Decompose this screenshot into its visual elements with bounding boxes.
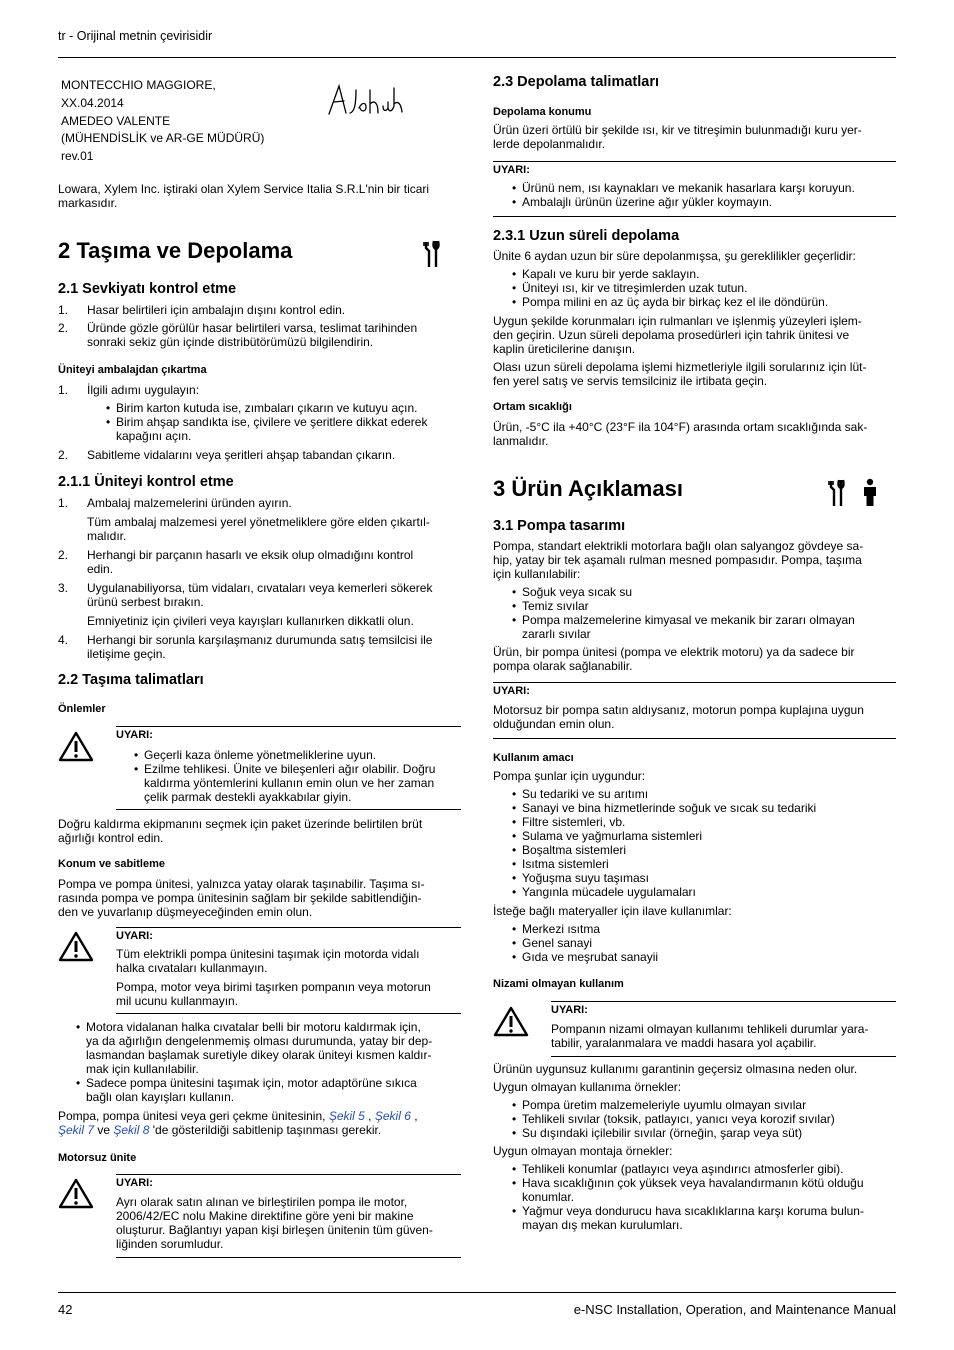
precautions-title: Önlemler — [58, 703, 106, 715]
bullet-text: • Yağmur veya dondurucu hava sıcaklıklarına karşı koruma bulun- — [522, 1204, 864, 1218]
section-3-title: 3 Ürün Açıklaması — [493, 476, 683, 501]
bullet-item — [512, 787, 898, 801]
para-line: 2006/42/EC nolu Makine direktifine göre yeni bir makine — [116, 1209, 414, 1223]
bullet-text: kapağını açın. — [116, 429, 192, 443]
bullet-text: • Pompa malzemelerine kimyasal ve mekanik bir zararı olmayan — [522, 613, 855, 627]
bullet-text: kaldırma yöntemlerini kullanın emin olun ve her zaman — [144, 776, 435, 790]
position-paragraph — [58, 877, 468, 919]
para-line: İsteğe bağlı materyaller için ilave kullanımlar: — [493, 904, 732, 918]
trademark-line: Lowara, Xylem Inc. iştiraki olan Xylem Service Italia S.R.L'nin bir ticari — [58, 182, 430, 196]
warning-top-rule — [551, 1001, 896, 1002]
warning-top-rule — [116, 726, 461, 727]
bullet-item — [512, 1176, 898, 1204]
bullet-item — [512, 922, 898, 936]
long-term-storage — [493, 249, 898, 388]
bullet-text: • Isıtma sistemleri — [522, 857, 609, 871]
para-line: Pompa, motor veya birimi taşırken pompanın veya motorun — [116, 980, 431, 994]
pump-design-bullets — [493, 585, 898, 641]
bullet-item — [512, 613, 898, 641]
bullet-item — [512, 950, 898, 964]
bullet-text: • Temiz sıvılar — [522, 599, 589, 613]
para-line: lerde depolanmalıdır. — [493, 137, 606, 151]
bullet-text: konumlar. — [522, 1190, 575, 1204]
warning-triangle-icon — [58, 731, 94, 762]
para-line: Ayrı olarak satın alınan ve birleştirilen pompa ile motor, — [116, 1195, 408, 1209]
para-line: tabilir, yaralanmalara ve maddi hasara yol açabilir. — [551, 1036, 817, 1050]
bullet-text: • Tehlikeli konumlar (patlayıcı veya aşındırıcı atmosferler gibi). — [522, 1162, 844, 1176]
bullet-text: • Pompa üretim malzemeleriyle uyumlu olmayan sıvılar — [522, 1098, 807, 1112]
figure-7-link[interactable]: Şekil 7 — [58, 1123, 95, 1137]
bullet-text: • Pompa milini en az üç ayda bir birkaç kez el ile döndürün. — [522, 295, 829, 309]
item-text: Herhangi bir parçanın hasarlı ve eksik olup olmadığını kontrol — [87, 548, 414, 562]
bullet-text: mayan dış mekan kurulumları. — [522, 1218, 683, 1232]
section-2-1-1-list — [58, 496, 468, 661]
warning-triangle-icon — [493, 1006, 529, 1037]
para-line: Pompa şunlar için uygundur: — [493, 769, 646, 783]
figure-8-link[interactable]: Şekil 8 — [113, 1123, 150, 1137]
list-item — [58, 515, 468, 543]
intended-use-title: Kullanım amacı — [493, 752, 574, 764]
bullet-item — [76, 1020, 468, 1076]
paragraph — [493, 645, 898, 673]
paragraph — [493, 360, 898, 388]
para-line: mil ucunu kullanmayın. — [116, 994, 239, 1008]
item-text: Herhangi bir sorunla karşılaşmanız durumunda satış temsilcisi ile — [87, 633, 433, 647]
unpack-title: Üniteyi ambalajdan çıkartma — [58, 364, 207, 376]
section-2-3-title: 2.3 Depolama talimatları — [493, 74, 660, 90]
handwritten-signature — [326, 82, 406, 118]
bullet-text: • Hava sıcaklığının çok yüksek veya havalandırmanın kötü olduğu — [522, 1176, 864, 1190]
para-line: için kullanılabilir: — [493, 567, 581, 581]
warning-bottom-rule — [493, 216, 896, 217]
bullet-item — [512, 936, 898, 950]
warning-box — [493, 164, 896, 209]
bullet-item — [512, 1126, 898, 1140]
bullet-text: • Boşaltma sistemleri — [522, 843, 627, 857]
warning-label: UYARI: — [551, 1004, 588, 1016]
signature-line: AMEDEO VALENTE — [61, 113, 171, 128]
bullet-item — [512, 267, 898, 281]
para-line: Uygun şekilde korunmaları için rulmanları ve işlenmiş yüzeyleri işlem- — [493, 314, 862, 328]
warning-text — [551, 1022, 896, 1050]
item-text: Uygulanabiliyorsa, tüm vidaları, cıvataları veya kemerleri sökerek — [87, 581, 433, 595]
bullet-text: • Üniteyi ısı, kir ve titreşimlerden uzak tutun. — [522, 281, 748, 295]
item-text: Ambalaj malzemelerini üründen ayırın. — [87, 496, 292, 510]
section-2-3-1-title: 2.3.1 Uzun süreli depolama — [493, 228, 680, 244]
item-number: 2. — [58, 321, 69, 335]
storage-location-paragraph — [493, 123, 898, 151]
intended-use — [493, 769, 898, 964]
warning-bottom-rule — [116, 1257, 461, 1258]
page-number: 42 — [58, 1302, 73, 1317]
para-text: Pompa, pompa ünitesi veya geri çekme ünitesinin, — [58, 1109, 329, 1123]
warning-label: UYARI: — [493, 164, 530, 176]
warning-box — [551, 1004, 896, 1050]
bullet-item — [512, 871, 898, 885]
warning-label: UYARI: — [116, 1177, 153, 1189]
storage-location-title: Depolama konumu — [493, 106, 592, 118]
para-line: kaplin üreticilerine danışın. — [493, 342, 636, 356]
para-line: Tüm elektrikli pompa ünitesini taşımak için motorda vidalı — [116, 947, 420, 961]
para-line: Olası uzun süreli depolama işlemi hizmetleriyle ilgili sorularınız için lüt- — [493, 360, 867, 374]
bullet-item — [512, 1204, 898, 1232]
improper-installation-bullets — [493, 1162, 898, 1232]
list-item — [58, 448, 468, 462]
bullet-item — [512, 281, 898, 295]
bullet-item — [106, 415, 468, 443]
bullet-text: lasmandan başlamak suretiyle dikey olarak üniteyi kısmen kaldır- — [86, 1048, 432, 1062]
pump-design — [493, 539, 898, 673]
bullet-item — [512, 801, 898, 815]
header-rule — [58, 57, 896, 58]
warning-triangle-icon — [58, 1178, 94, 1209]
tools-icon — [423, 239, 443, 269]
bullet-text: • Kapalı ve kuru bir yerde saklayın. — [522, 267, 700, 281]
bullet-text: • Motora vidalanan halka cıvatalar belli bir motoru kaldırmak için, — [86, 1020, 421, 1034]
bullet-item — [512, 829, 898, 843]
bullet-text: • Merkezi ısıtma — [522, 922, 601, 936]
para-text: , — [410, 1109, 418, 1123]
bullet-text: ya da ağırlığın dengelenmemiş olması durumunda, yatay bir dep- — [86, 1034, 433, 1048]
bullet-item — [512, 843, 898, 857]
bullet-item — [106, 401, 468, 415]
item-text: Sabitleme vidalarını veya şeritleri ahşap tabandan çıkarın. — [87, 448, 396, 462]
signature-block — [61, 77, 264, 166]
signature-line: XX.04.2014 — [61, 95, 124, 110]
section-2-1-title: 2.1 Sevkiyatı kontrol etme — [58, 281, 237, 297]
para-line: Doğru kaldırma ekipmanını seçmek için paket üzerinde belirtilen brüt — [58, 817, 423, 831]
bullet-item — [134, 748, 461, 762]
section-2-1-list — [58, 303, 468, 349]
signature-line: rev.01 — [61, 149, 94, 164]
para-line: pompa olarak sağlanabilir. — [493, 659, 633, 673]
bullet-item — [512, 1162, 898, 1176]
para-line: hip, yatay bir tek aşamalı rulman mesned pompasıdır. Pompa, taşıma — [493, 553, 862, 567]
bullet-item — [134, 762, 461, 804]
improper-use-bullets — [493, 1098, 898, 1140]
item-number: 2. — [58, 548, 69, 562]
para-line: halka cıvataları kullanmayın. — [116, 961, 268, 975]
position-title: Konum ve sabitleme — [58, 858, 165, 870]
person-icon — [860, 478, 880, 508]
bullet-item — [512, 1112, 898, 1126]
bare-unit-title: Motorsuz ünite — [58, 1152, 137, 1164]
warning-bullets — [116, 748, 461, 804]
section-2-1-1-title: 2.1.1 Üniteyi kontrol etme — [58, 474, 234, 490]
warning-box — [493, 685, 896, 731]
para-line: den geçirin. Uzun süreli depolama prosedürleri için tahrik ünitesi ve — [493, 328, 850, 342]
warning-box — [116, 729, 461, 804]
bullet-text: • Yoğuşma suyu taşıması — [522, 871, 649, 885]
list-item — [58, 496, 468, 510]
page-header-text: tr - Orijinal metnin çevirisidir — [58, 29, 213, 43]
signature-line: MONTECCHIO MAGGIORE, — [61, 78, 216, 92]
bullet-text: • Tehlikeli sıvılar (toksik, patlayıcı, yanıcı veya korozif sıvılar) — [522, 1112, 835, 1126]
para-line: ağırlığı kontrol edin. — [58, 831, 164, 845]
bullet-item — [512, 181, 896, 195]
section-2-title: 2 Taşıma ve Depolama — [58, 238, 293, 263]
para-text: ve — [94, 1123, 114, 1137]
bullet-text: • Birim ahşap sandıkta ise, çivilere ve şeritlere dikkat ederek — [116, 415, 428, 429]
item-text: iletişime geçin. — [87, 647, 166, 661]
ambient-temperature-title: Ortam sıcaklığı — [493, 401, 572, 413]
warning-bottom-rule — [493, 738, 896, 739]
para-line: Uygun olmayan montaja örnekler: — [493, 1144, 673, 1158]
improper-use-title: Nizami olmayan kullanım — [493, 978, 624, 990]
bullet-text: • Yangınla mücadele uygulamaları — [522, 885, 696, 899]
bullet-text: • Sadece pompa ünitesini taşımak için, motor adaptörüne sıkıca — [86, 1076, 417, 1090]
bullet-text: • Soğuk veya sıcak su — [522, 585, 633, 599]
warning-bullets — [493, 181, 896, 209]
list-item — [58, 633, 468, 661]
item-number: 2. — [58, 448, 69, 462]
bullet-text: • Ezilme tehlikesi. Ünite ve bileşenleri ağır olabilir. Doğru — [144, 762, 436, 776]
item-text: Tüm ambalaj malzemesi yerel yönetmeliklere göre elden çıkartıl- — [87, 515, 430, 529]
warning-label: UYARI: — [116, 729, 153, 741]
list-item — [58, 548, 468, 576]
item-text: Emniyetiniz için çivileri veya kayışları kullanırken dikkatli olun. — [87, 614, 414, 628]
bullet-text: • Birim karton kutuda ise, zımbaları çıkarın ve kutuyu açın. — [116, 401, 418, 415]
bullet-text: bağlı olan kayışları kullanın. — [86, 1090, 235, 1104]
list-item — [58, 303, 468, 317]
bullet-item — [512, 857, 898, 871]
trademark-paragraph — [58, 182, 458, 210]
bullet-item — [512, 585, 898, 599]
section-3-1-title: 3.1 Pompa tasarımı — [493, 518, 626, 534]
para-line: Motorsuz bir pompa satın aldıysanız, motorun pompa kuplajına uygun — [493, 703, 864, 717]
paragraph — [493, 314, 898, 356]
item-text: Üründe gözle görülür hasar belirtileri varsa, teslimat tarihinden — [87, 321, 418, 335]
bullet-text: • Su dışındaki içilebilir sıvılar (örneğin, şarap veya süt) — [522, 1126, 803, 1140]
bullet-text: çelik parmak destekli ayakkabılar giyin. — [144, 790, 352, 804]
warning-label: UYARI: — [493, 685, 530, 697]
warning-triangle-icon — [58, 931, 94, 962]
improper-use — [493, 1062, 898, 1232]
bullet-text: • Gıda ve meşrubat sanayii — [522, 950, 659, 964]
item-number: 1. — [58, 496, 69, 510]
warning-bottom-rule — [116, 809, 461, 810]
section-2-2-title: 2.2 Taşıma talimatları — [58, 672, 204, 688]
para-line: rasında pompa ve pompa ünitesinin sağlam bir şekilde sabitlendiğin- — [58, 891, 422, 905]
para-line: Pompa, standart elektrikli motorlara bağlı olan salyangoz gövdeye sa- — [493, 539, 864, 553]
para-line: olduğundan emin olun. — [493, 717, 615, 731]
figure-5-link[interactable]: Şekil 5 — [328, 1109, 365, 1123]
para-line: den ve yuvarlanıp düşmeyeceğinden emin olun. — [58, 905, 313, 919]
tools-icon — [828, 478, 848, 508]
warning-top-rule — [493, 161, 896, 162]
unpack-bullets — [58, 401, 468, 443]
list-item — [58, 383, 468, 397]
warning-text — [116, 1195, 461, 1251]
item-text: sonraki sekiz gün içinde distribütörümüzü bilgilendirin. — [87, 335, 374, 349]
para-line: fen yerel satış ve servis temsilciniz ile irtibata geçin. — [493, 374, 768, 388]
bullet-item — [76, 1076, 468, 1104]
intended-use-bullets — [493, 787, 898, 899]
optional-use-bullets — [493, 922, 898, 964]
item-number: 3. — [58, 581, 69, 595]
para-line: Uygun olmayan kullanıma örnekler: — [493, 1080, 682, 1094]
warning-top-rule — [493, 682, 896, 683]
bullet-text: • Su tedariki ve su arıtımı — [522, 787, 649, 801]
bullet-text: • Sulama ve yağmurlama sistemleri — [522, 829, 703, 843]
storage-bullets — [493, 267, 898, 309]
figure-6-link[interactable]: Şekil 6 — [374, 1109, 411, 1123]
warning-text — [116, 980, 461, 1008]
para-line: Ürün, -5°C ila +40°C (23°F ila 104°F) arasında ortam sıcaklığında sak- — [493, 420, 868, 434]
para-text: , — [364, 1109, 375, 1123]
unpack-list — [58, 383, 468, 462]
bullet-item — [512, 885, 898, 899]
item-number: 1. — [58, 383, 69, 397]
para-line: Ürünün uygunsuz kullanımı garantinin geçersiz olmasına neden olur. — [493, 1062, 858, 1076]
warning-text — [116, 947, 461, 975]
item-text: edin. — [87, 562, 114, 576]
item-text: İlgili adımı uygulayın: — [87, 383, 200, 397]
bullet-text: • Filtre sistemleri, vb. — [522, 815, 626, 829]
trademark-line: markasıdır. — [58, 196, 118, 210]
list-item — [58, 614, 468, 628]
item-text: ürünü serbest bırakın. — [87, 595, 204, 609]
footer-rule — [58, 1292, 896, 1293]
item-text: Hasar belirtileri için ambalajın dışını kontrol edin. — [87, 303, 346, 317]
bullet-text: • Ambalajlı ürünün üzerine ağır yükler koymayın. — [522, 195, 773, 209]
bullet-text: zararlı sıvılar — [522, 627, 591, 641]
warning-text — [493, 703, 896, 731]
para-line: Ürün üzeri örtülü bir şekilde ısı, kir ve titreşimin bulunmadığı kuru yer- — [493, 123, 862, 137]
para-line: Ünite 6 aydan uzun bir süre depolanmışsa, şu gereklilikler geçerlidir: — [493, 249, 856, 263]
footer-title: e-NSC Installation, Operation, and Maintenance Manual — [573, 1302, 896, 1317]
lift-paragraph — [58, 817, 468, 845]
para-line: Ürün, bir pompa ünitesi (pompa ve elektrik motoru) ya da sadece bir — [493, 645, 855, 659]
item-number: 1. — [58, 303, 69, 317]
bullet-text: • Genel sanayi — [522, 936, 593, 950]
bullet-item — [512, 815, 898, 829]
list-item — [58, 321, 468, 349]
bullet-item — [512, 195, 896, 209]
outer-bullets — [76, 1020, 468, 1104]
warning-bottom-rule — [116, 1013, 461, 1014]
warning-bottom-rule — [551, 1056, 896, 1057]
para-line: Pompa ve pompa ünitesi, yalnızca yatay olarak taşınabilir. Taşıma sı- — [58, 877, 425, 891]
bullet-item — [512, 295, 898, 309]
bullet-text: mak için kullanılabilir. — [86, 1062, 199, 1076]
ambient-temperature-paragraph — [493, 420, 898, 448]
bullet-item — [512, 1098, 898, 1112]
para-text: 'de gösterildiği sabitlenip taşınması gerekir. — [149, 1123, 382, 1137]
warning-top-rule — [116, 1174, 461, 1175]
warning-box — [116, 1177, 461, 1251]
item-text: malıdır. — [87, 529, 127, 543]
list-item — [58, 581, 468, 609]
para-line: liğinden sorumludur. — [116, 1237, 224, 1251]
para-line: oluşturur. Bağlantıyı yapan kişi birleşen ünitenin tüm güven- — [116, 1223, 433, 1237]
figures-paragraph — [58, 1109, 468, 1137]
bullet-text: • Geçerli kaza önleme yönetmeliklerine uyun. — [144, 748, 377, 762]
signature-line: (MÜHENDİSLİK ve AR-GE MÜDÜRÜ) — [61, 131, 265, 146]
bullet-item — [512, 599, 898, 613]
bullet-text: • Ürünü nem, ısı kaynakları ve mekanik hasarlara karşı koruyun. — [522, 181, 855, 195]
warning-top-rule — [116, 927, 461, 928]
warning-label: UYARI: — [116, 930, 153, 942]
para-line: lanmalıdır. — [493, 434, 549, 448]
warning-box — [116, 930, 461, 1008]
item-number: 4. — [58, 633, 69, 647]
para-line: Pompanın nizami olmayan kullanımı tehlikeli durumlar yara- — [551, 1022, 869, 1036]
bullet-text: • Sanayi ve bina hizmetlerinde soğuk ve sıcak su tedariki — [522, 801, 817, 815]
